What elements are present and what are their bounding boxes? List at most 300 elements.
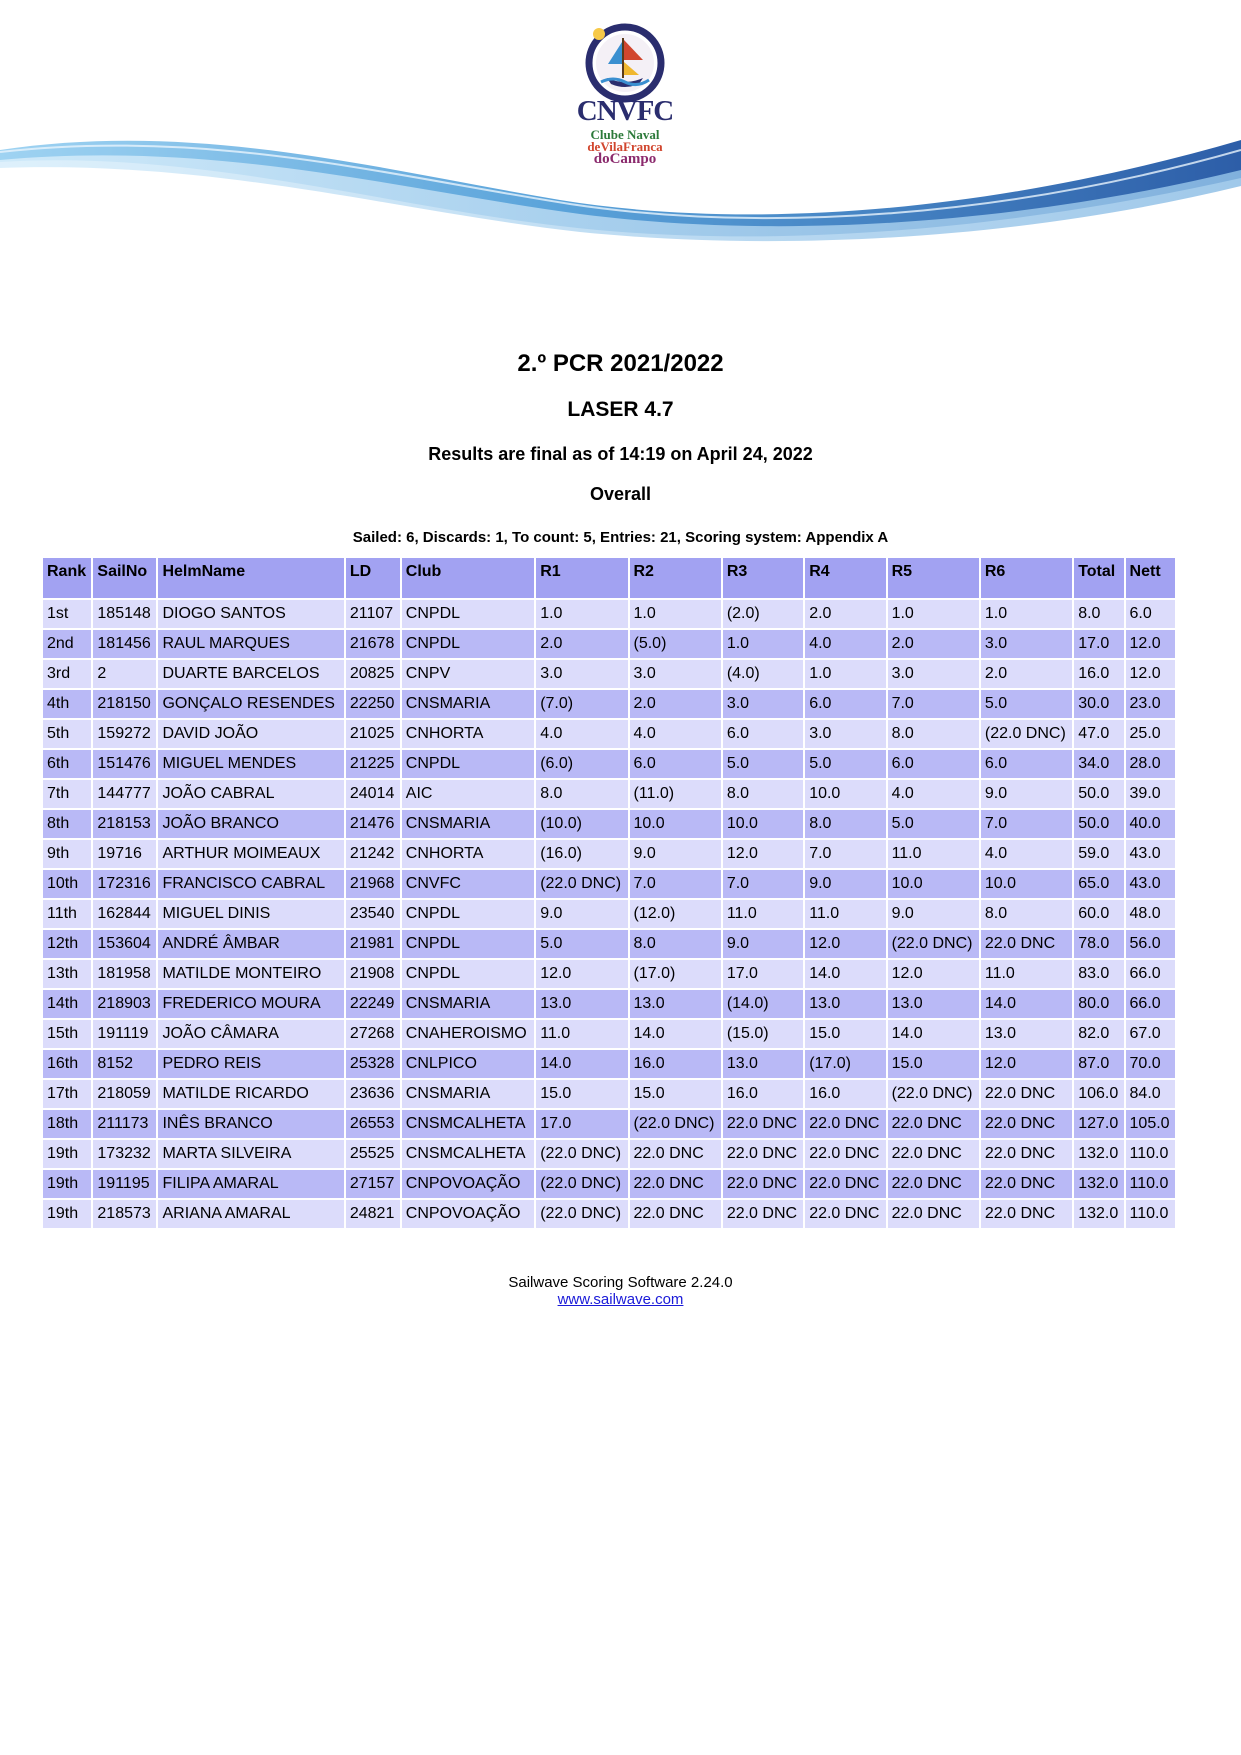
cell-sailno: 8152 [93, 1050, 156, 1078]
cell-r3: 8.0 [723, 780, 803, 808]
cell-rank: 16th [43, 1050, 91, 1078]
table-row [43, 810, 1175, 838]
cell-helmname: JOÃO CABRAL [158, 780, 343, 808]
cell-club: CNPDL [402, 600, 534, 628]
cell-r3: 11.0 [723, 900, 803, 928]
cell-rank: 15th [43, 1020, 91, 1048]
cell-r6: 22.0 DNC [981, 1170, 1072, 1198]
cell-r5: 12.0 [888, 960, 979, 988]
cell-r5: 11.0 [888, 840, 979, 868]
cell-ld: 23540 [346, 900, 400, 928]
cell-r1: 17.0 [536, 1110, 627, 1138]
cell-club: CNHORTA [402, 840, 534, 868]
cell-r5: 10.0 [888, 870, 979, 898]
cell-r2: 4.0 [630, 720, 721, 748]
table-row [43, 870, 1175, 898]
cell-rank: 4th [43, 690, 91, 718]
cell-r4: 5.0 [805, 750, 885, 778]
cell-club: CNSMCALHETA [402, 1140, 534, 1168]
fleet-name: LASER 4.7 [567, 398, 674, 421]
cell-r4: 14.0 [805, 960, 885, 988]
cell-ld: 27268 [346, 1020, 400, 1048]
cell-total: 34.0 [1074, 750, 1123, 778]
cell-nett: 6.0 [1126, 600, 1175, 628]
cell-rank: 9th [43, 840, 91, 868]
table-row [43, 750, 1175, 778]
table-row [43, 600, 1175, 628]
cell-nett: 66.0 [1126, 960, 1175, 988]
cell-r3: 10.0 [723, 810, 803, 838]
cell-r6: 4.0 [981, 840, 1072, 868]
cell-ld: 21908 [346, 960, 400, 988]
cell-nett: 110.0 [1126, 1200, 1175, 1228]
cell-ld: 23636 [346, 1080, 400, 1108]
cell-r4: 22.0 DNC [805, 1140, 885, 1168]
cell-r5: 22.0 DNC [888, 1200, 979, 1228]
cell-sailno: 218059 [93, 1080, 156, 1108]
cell-r1: (22.0 DNC) [536, 1170, 627, 1198]
cell-sailno: 218153 [93, 810, 156, 838]
cell-nett: 110.0 [1126, 1170, 1175, 1198]
cell-total: 60.0 [1074, 900, 1123, 928]
cell-r1: (22.0 DNC) [536, 1200, 627, 1228]
cell-r1: 4.0 [536, 720, 627, 748]
cell-r4: 4.0 [805, 630, 885, 658]
cell-r3: 12.0 [723, 840, 803, 868]
cell-r6: 22.0 DNC [981, 1200, 1072, 1228]
cell-nett: 43.0 [1126, 870, 1175, 898]
cell-helmname: FREDERICO MOURA [158, 990, 343, 1018]
cell-r2: 16.0 [630, 1050, 721, 1078]
cell-sailno: 19716 [93, 840, 156, 868]
results-table [41, 556, 1177, 1230]
cell-r3: 16.0 [723, 1080, 803, 1108]
cell-r6: 7.0 [981, 810, 1072, 838]
cell-nett: 25.0 [1126, 720, 1175, 748]
cell-r2: (11.0) [630, 780, 721, 808]
cell-total: 132.0 [1074, 1140, 1123, 1168]
table-row [43, 900, 1175, 928]
cell-r2: 13.0 [630, 990, 721, 1018]
cell-rank: 19th [43, 1140, 91, 1168]
cell-total: 16.0 [1074, 660, 1123, 688]
column-header-nett: Nett [1126, 558, 1175, 598]
cell-sailno: 218150 [93, 690, 156, 718]
cell-r2: 22.0 DNC [630, 1200, 721, 1228]
cell-helmname: GONÇALO RESENDES [158, 690, 343, 718]
column-header-r3: R3 [723, 558, 803, 598]
cell-r3: 22.0 DNC [723, 1110, 803, 1138]
cell-total: 8.0 [1074, 600, 1123, 628]
cell-r5: 14.0 [888, 1020, 979, 1048]
cell-sailno: 172316 [93, 870, 156, 898]
cell-nett: 23.0 [1126, 690, 1175, 718]
table-row [43, 960, 1175, 988]
cell-r2: 8.0 [630, 930, 721, 958]
cell-r3: 5.0 [723, 750, 803, 778]
cell-r4: 9.0 [805, 870, 885, 898]
cell-helmname: MIGUEL DINIS [158, 900, 343, 928]
cell-total: 65.0 [1074, 870, 1123, 898]
cell-rank: 7th [43, 780, 91, 808]
cell-r4: 10.0 [805, 780, 885, 808]
cell-helmname: MATILDE MONTEIRO [158, 960, 343, 988]
cell-r4: 22.0 DNC [805, 1170, 885, 1198]
cell-club: CNPV [402, 660, 534, 688]
cell-helmname: MIGUEL MENDES [158, 750, 343, 778]
cell-nett: 39.0 [1126, 780, 1175, 808]
cell-r6: 11.0 [981, 960, 1072, 988]
cell-ld: 24014 [346, 780, 400, 808]
cell-nett: 105.0 [1126, 1110, 1175, 1138]
cell-r1: 3.0 [536, 660, 627, 688]
cell-helmname: DAVID JOÃO [158, 720, 343, 748]
cell-ld: 21107 [346, 600, 400, 628]
cell-r6: 6.0 [981, 750, 1072, 778]
table-row [43, 720, 1175, 748]
column-header-r5: R5 [888, 558, 979, 598]
cell-rank: 5th [43, 720, 91, 748]
cell-nett: 43.0 [1126, 840, 1175, 868]
cell-r5: 4.0 [888, 780, 979, 808]
event-title: 2.º PCR 2021/2022 [517, 350, 724, 377]
cell-r6: 3.0 [981, 630, 1072, 658]
cell-r2: 10.0 [630, 810, 721, 838]
cell-sailno: 173232 [93, 1140, 156, 1168]
cell-r5: 7.0 [888, 690, 979, 718]
table-row [43, 690, 1175, 718]
cell-ld: 26553 [346, 1110, 400, 1138]
cell-r3: (4.0) [723, 660, 803, 688]
cell-club: CNPDL [402, 960, 534, 988]
cell-r4: 1.0 [805, 660, 885, 688]
cell-ld: 21025 [346, 720, 400, 748]
column-header-rank: Rank [43, 558, 91, 598]
cell-rank: 3rd [43, 660, 91, 688]
cell-r1: 8.0 [536, 780, 627, 808]
column-header-total: Total [1074, 558, 1123, 598]
cell-r4: 11.0 [805, 900, 885, 928]
table-row [43, 660, 1175, 688]
cell-r5: 22.0 DNC [888, 1140, 979, 1168]
cell-r6: 13.0 [981, 1020, 1072, 1048]
cell-total: 106.0 [1074, 1080, 1123, 1108]
cell-rank: 12th [43, 930, 91, 958]
table-row [43, 1110, 1175, 1138]
cell-rank: 18th [43, 1110, 91, 1138]
cell-r2: 3.0 [630, 660, 721, 688]
cell-club: CNPDL [402, 900, 534, 928]
cell-helmname: MARTA SILVEIRA [158, 1140, 343, 1168]
cell-r6: 14.0 [981, 990, 1072, 1018]
results-status: Results are final as of 14:19 on April 24, 2022 [428, 444, 813, 464]
cell-sailno: 181456 [93, 630, 156, 658]
table-row [43, 1200, 1175, 1228]
cell-r5: 13.0 [888, 990, 979, 1018]
cell-total: 80.0 [1074, 990, 1123, 1018]
cell-helmname: DUARTE BARCELOS [158, 660, 343, 688]
cell-r6: 22.0 DNC [981, 1140, 1072, 1168]
cell-r1: 12.0 [536, 960, 627, 988]
cell-ld: 20825 [346, 660, 400, 688]
cell-sailno: 211173 [93, 1110, 156, 1138]
table-body [43, 600, 1175, 1228]
cell-r1: 1.0 [536, 600, 627, 628]
cell-rank: 1st [43, 600, 91, 628]
sailwave-link[interactable]: www.sailwave.com [557, 1291, 684, 1308]
cell-r5: 2.0 [888, 630, 979, 658]
cell-helmname: JOÃO BRANCO [158, 810, 343, 838]
cell-r2: 14.0 [630, 1020, 721, 1048]
cell-rank: 11th [43, 900, 91, 928]
cell-r6: 22.0 DNC [981, 1110, 1072, 1138]
column-header-helmname: HelmName [158, 558, 343, 598]
cell-ld: 21678 [346, 630, 400, 658]
cell-r2: 9.0 [630, 840, 721, 868]
cell-r1: (7.0) [536, 690, 627, 718]
column-header-r2: R2 [630, 558, 721, 598]
cell-r4: 7.0 [805, 840, 885, 868]
cell-r5: 22.0 DNC [888, 1170, 979, 1198]
cell-nett: 84.0 [1126, 1080, 1175, 1108]
cell-r2: 15.0 [630, 1080, 721, 1108]
cell-ld: 22249 [346, 990, 400, 1018]
cell-sailno: 191119 [93, 1020, 156, 1048]
cell-r3: 22.0 DNC [723, 1170, 803, 1198]
logo-acronym: CNVFC [576, 95, 674, 127]
cell-rank: 13th [43, 960, 91, 988]
cell-r2: (17.0) [630, 960, 721, 988]
cell-club: AIC [402, 780, 534, 808]
cell-helmname: FRANCISCO CABRAL [158, 870, 343, 898]
cell-rank: 19th [43, 1200, 91, 1228]
cell-club: CNSMARIA [402, 810, 534, 838]
cell-r1: 15.0 [536, 1080, 627, 1108]
cell-r6: 8.0 [981, 900, 1072, 928]
cell-r3: 6.0 [723, 720, 803, 748]
cell-club: CNSMARIA [402, 690, 534, 718]
cell-r6: 10.0 [981, 870, 1072, 898]
cell-nett: 48.0 [1126, 900, 1175, 928]
table-row [43, 1140, 1175, 1168]
scoring-summary: Sailed: 6, Discards: 1, To count: 5, Entries: 21, Scoring system: Appendix A [352, 529, 889, 546]
column-header-sailno: SailNo [93, 558, 156, 598]
cell-helmname: ARTHUR MOIMEAUX [158, 840, 343, 868]
cell-r2: (5.0) [630, 630, 721, 658]
cell-r5: (22.0 DNC) [888, 1080, 979, 1108]
cell-helmname: MATILDE RICARDO [158, 1080, 343, 1108]
cell-ld: 22250 [346, 690, 400, 718]
cell-r6: 1.0 [981, 600, 1072, 628]
cell-total: 127.0 [1074, 1110, 1123, 1138]
cell-rank: 6th [43, 750, 91, 778]
cell-club: CNPDL [402, 930, 534, 958]
cell-ld: 24821 [346, 1200, 400, 1228]
cell-r5: 1.0 [888, 600, 979, 628]
cell-total: 50.0 [1074, 810, 1123, 838]
cell-total: 87.0 [1074, 1050, 1123, 1078]
cell-sailno: 185148 [93, 600, 156, 628]
table-row [43, 1050, 1175, 1078]
cell-ld: 25525 [346, 1140, 400, 1168]
cell-r3: 22.0 DNC [723, 1140, 803, 1168]
cell-nett: 110.0 [1126, 1140, 1175, 1168]
cell-helmname: RAUL MARQUES [158, 630, 343, 658]
cell-club: CNPDL [402, 750, 534, 778]
table-row [43, 1080, 1175, 1108]
cell-club: CNVFC [402, 870, 534, 898]
cell-helmname: ARIANA AMARAL [158, 1200, 343, 1228]
cell-ld: 21476 [346, 810, 400, 838]
cell-r1: 9.0 [536, 900, 627, 928]
cell-helmname: FILIPA AMARAL [158, 1170, 343, 1198]
cell-total: 82.0 [1074, 1020, 1123, 1048]
cell-r5: 22.0 DNC [888, 1110, 979, 1138]
table-row [43, 780, 1175, 808]
cell-nett: 66.0 [1126, 990, 1175, 1018]
cell-r4: (17.0) [805, 1050, 885, 1078]
cell-club: CNHORTA [402, 720, 534, 748]
cell-club: CNPOVOAÇÃO [402, 1200, 534, 1228]
cell-sailno: 144777 [93, 780, 156, 808]
cell-helmname: INÊS BRANCO [158, 1110, 343, 1138]
cell-r3: (14.0) [723, 990, 803, 1018]
cell-r3: 9.0 [723, 930, 803, 958]
cell-helmname: ANDRÉ ÂMBAR [158, 930, 343, 958]
cell-nett: 67.0 [1126, 1020, 1175, 1048]
cell-r4: 8.0 [805, 810, 885, 838]
column-header-r4: R4 [805, 558, 885, 598]
cell-r3: (2.0) [723, 600, 803, 628]
cell-nett: 28.0 [1126, 750, 1175, 778]
cell-ld: 21981 [346, 930, 400, 958]
cell-rank: 17th [43, 1080, 91, 1108]
cell-helmname: PEDRO REIS [158, 1050, 343, 1078]
table-row [43, 630, 1175, 658]
cell-r4: 15.0 [805, 1020, 885, 1048]
cell-r4: 13.0 [805, 990, 885, 1018]
cell-nett: 12.0 [1126, 630, 1175, 658]
cell-r4: 22.0 DNC [805, 1110, 885, 1138]
table-row [43, 930, 1175, 958]
cell-rank: 10th [43, 870, 91, 898]
cell-r2: (12.0) [630, 900, 721, 928]
cell-rank: 19th [43, 1170, 91, 1198]
cell-r5: 3.0 [888, 660, 979, 688]
column-header-r1: R1 [536, 558, 627, 598]
cell-r5: 5.0 [888, 810, 979, 838]
cell-r1: (16.0) [536, 840, 627, 868]
cell-r6: 22.0 DNC [981, 1080, 1072, 1108]
cell-sailno: 181958 [93, 960, 156, 988]
cell-r1: 11.0 [536, 1020, 627, 1048]
cell-sailno: 218573 [93, 1200, 156, 1228]
cell-nett: 70.0 [1126, 1050, 1175, 1078]
table-row [43, 1020, 1175, 1048]
cell-r2: 22.0 DNC [630, 1140, 721, 1168]
cell-total: 59.0 [1074, 840, 1123, 868]
logo-club-name-line3: doCampo [593, 151, 657, 167]
cell-ld: 21225 [346, 750, 400, 778]
cell-club: CNSMARIA [402, 990, 534, 1018]
cell-club: CNPDL [402, 630, 534, 658]
cell-r3: (15.0) [723, 1020, 803, 1048]
cell-r4: 12.0 [805, 930, 885, 958]
logo-club-name-line1: Clube Naval [590, 127, 660, 142]
cell-club: CNSMARIA [402, 1080, 534, 1108]
cell-helmname: DIOGO SANTOS [158, 600, 343, 628]
section-heading: Overall [589, 484, 652, 504]
cell-ld: 21242 [346, 840, 400, 868]
column-header-ld: LD [346, 558, 400, 598]
cell-sailno: 2 [93, 660, 156, 688]
column-header-r6: R6 [981, 558, 1072, 598]
cell-r1: 5.0 [536, 930, 627, 958]
cell-nett: 12.0 [1126, 660, 1175, 688]
table-row [43, 840, 1175, 868]
table-row [43, 990, 1175, 1018]
cell-total: 78.0 [1074, 930, 1123, 958]
cell-sailno: 191195 [93, 1170, 156, 1198]
cell-r2: 6.0 [630, 750, 721, 778]
column-header-club: Club [402, 558, 534, 598]
cell-sailno: 218903 [93, 990, 156, 1018]
cell-club: CNSMCALHETA [402, 1110, 534, 1138]
cell-ld: 21968 [346, 870, 400, 898]
cell-total: 17.0 [1074, 630, 1123, 658]
cell-r2: 2.0 [630, 690, 721, 718]
cell-total: 47.0 [1074, 720, 1123, 748]
cell-r2: 7.0 [630, 870, 721, 898]
cell-r4: 3.0 [805, 720, 885, 748]
cell-rank: 8th [43, 810, 91, 838]
cell-r3: 17.0 [723, 960, 803, 988]
cell-total: 30.0 [1074, 690, 1123, 718]
cell-club: CNLPICO [402, 1050, 534, 1078]
cell-r3: 13.0 [723, 1050, 803, 1078]
cell-ld: 25328 [346, 1050, 400, 1078]
cell-r3: 1.0 [723, 630, 803, 658]
cell-r6: 22.0 DNC [981, 930, 1072, 958]
cell-r5: 9.0 [888, 900, 979, 928]
software-credit: Sailwave Scoring Software 2.24.0 [508, 1274, 733, 1291]
cell-r6: (22.0 DNC) [981, 720, 1072, 748]
cell-club: CNPOVOAÇÃO [402, 1170, 534, 1198]
cell-r1: 13.0 [536, 990, 627, 1018]
cell-helmname: JOÃO CÂMARA [158, 1020, 343, 1048]
cell-sailno: 151476 [93, 750, 156, 778]
cell-nett: 56.0 [1126, 930, 1175, 958]
table-row [43, 1170, 1175, 1198]
logo-club-name-line2: deVilaFranca [587, 139, 663, 154]
cell-r4: 2.0 [805, 600, 885, 628]
cell-r1: (22.0 DNC) [536, 870, 627, 898]
table-header-row [43, 558, 1175, 598]
cell-r6: 5.0 [981, 690, 1072, 718]
cell-r3: 22.0 DNC [723, 1200, 803, 1228]
cell-r2: 22.0 DNC [630, 1170, 721, 1198]
cell-r5: 6.0 [888, 750, 979, 778]
cell-r4: 16.0 [805, 1080, 885, 1108]
cell-total: 50.0 [1074, 780, 1123, 808]
cell-rank: 14th [43, 990, 91, 1018]
cell-r5: 8.0 [888, 720, 979, 748]
cell-r1: (22.0 DNC) [536, 1140, 627, 1168]
cell-rank: 2nd [43, 630, 91, 658]
cell-r1: (6.0) [536, 750, 627, 778]
cell-r4: 6.0 [805, 690, 885, 718]
cell-r4: 22.0 DNC [805, 1200, 885, 1228]
